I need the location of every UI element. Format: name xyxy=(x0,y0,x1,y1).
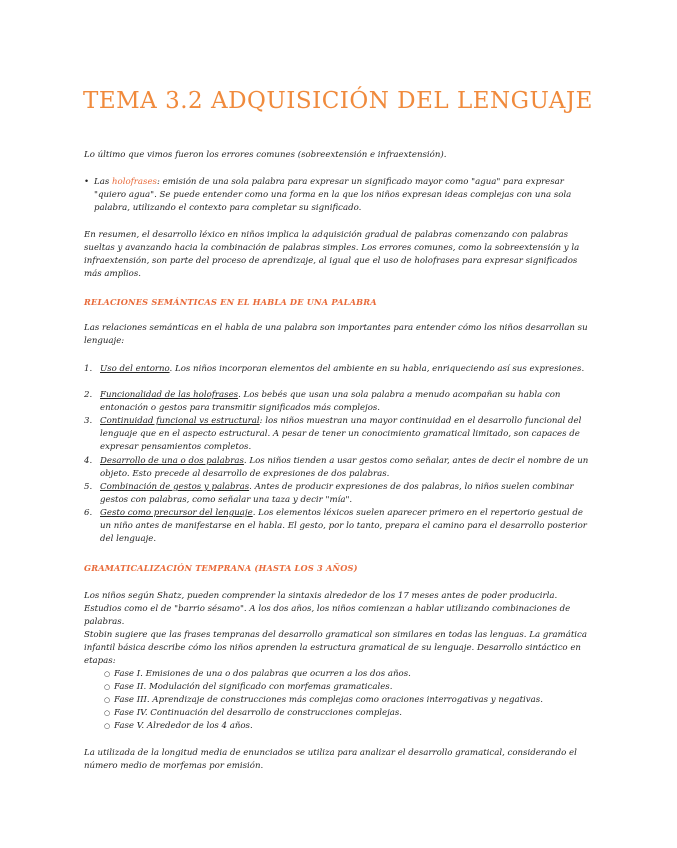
bullet-prefix: Las xyxy=(94,177,112,187)
list-term: Funcionalidad de las holofrases xyxy=(100,390,239,400)
list-text: . Antes de producir expresiones de dos palabras, lo niños suelen combinar gestos con palabras, como señalar una taza y decir "mía". xyxy=(100,482,574,505)
circle-bullet-icon: ○ xyxy=(104,722,111,730)
circle-bullet-icon: ○ xyxy=(104,709,111,717)
list-term: Continuidad funcional vs estructural xyxy=(100,416,260,426)
list-text: . Los niños incorporan elementos del ambiente en su habla, enriqueciendo así sus expresiones. xyxy=(169,364,585,374)
bullet-term: holofrases xyxy=(111,177,157,187)
list-term: Gesto como precursor del lenguaje xyxy=(100,508,253,518)
list-text: . Los elementos léxicos suelen aparecer primero en el repertorio gestual de un niño antes de manifestarse en el habla. El gesto, por lo tanto, prepara el camino para el desarrollo posterior del lenguaje. xyxy=(100,508,587,544)
list-term: Combinación de gestos y palabras xyxy=(100,482,250,492)
list-term: Uso del entorno xyxy=(100,364,170,374)
section2-paragraph-1: Los niños según Shatz, pueden comprender la sintaxis alrededor de los 17 meses antes de poder producirla. Estudios como el de "barrio sésamo". A los dos años, los niños comienzan a hablar utilizando combinaciones de palabras. xyxy=(84,591,571,627)
list-text: . Los niños tienden a usar gestos como señalar, antes de decir el nombre de un objeto. Esto precede al desarrollo de expresiones de dos palabras. xyxy=(100,456,589,479)
holofrases-bullet xyxy=(84,176,596,216)
circle-bullet-icon: ○ xyxy=(104,683,111,691)
intro-paragraph: Lo último que vimos fueron los errores comunes (sobreextensión e infraextensión). xyxy=(84,150,447,160)
bullet-text xyxy=(94,176,594,215)
list-number: 5. xyxy=(84,482,93,492)
phase-text: Fase I. Emisiones de una o dos palabras que ocurren a los dos años. xyxy=(114,669,411,679)
section-heading-semanticas: RELACIONES SEMÁNTICAS EN EL HABLA DE UNA PALABRA xyxy=(84,297,377,307)
list-number: 3. xyxy=(84,416,93,426)
phase-text: Fase II. Modulación del significado con morfemas gramaticales. xyxy=(114,682,393,692)
section-heading-gramaticalizacion: GRAMATICALIZACIÓN TEMPRANA (HASTA LOS 3 AÑOS) xyxy=(84,563,358,573)
circle-bullet-icon: ○ xyxy=(104,670,111,678)
section2-paragraph-2: Stobin sugiere que las frases tempranas del desarrollo gramatical son similares en todas las lenguas. La gramática infantil básica describe cómo los niños aprenden la estructura gramatical de su lenguaje. Desarrollo sintáctico en etapas: xyxy=(84,630,587,666)
bullet-icon: • xyxy=(84,177,90,187)
closing-paragraph: La utilizada de la longitud media de enunciados se utiliza para analizar el desarrollo gramatical, considerando el número medio de morfemas por emisión. xyxy=(84,748,577,771)
list-number: 2. xyxy=(84,390,93,400)
phase-text: Fase III. Aprendizaje de construcciones más complejas como oraciones interrogativas y negativas. xyxy=(114,695,543,705)
phase-text: Fase V. Alrededor de los 4 años. xyxy=(114,721,253,731)
page-title: TEMA 3.2 ADQUISICIÓN DEL LENGUAJE xyxy=(83,88,593,114)
list-text: . Los bebés que usan una sola palabra a menudo acompañan su habla con entonación o gestos para transmitir significados más complejos. xyxy=(100,390,561,413)
list-number: 1. xyxy=(84,364,93,374)
circle-bullet-icon: ○ xyxy=(104,696,111,704)
phase-text: Fase IV. Continuación del desarrollo de construcciones complejas. xyxy=(114,708,403,718)
bullet-rest: : emisión de una sola palabra para expresar un significado mayor como "agua" para expresar "quiero agua". Se puede entender como una forma en la que los niños expresan ideas complejas con una sola palabra, utilizando el contexto para completar su significado. xyxy=(94,177,572,213)
list-term: Desarrollo de una o dos palabras xyxy=(100,456,244,466)
list-number: 6. xyxy=(84,508,93,518)
summary-paragraph: En resumen, el desarrollo léxico en niños implica la adquisición gradual de palabras comenzando con palabras sueltas y avanzando hacia la combinación de palabras simples. Los errores comunes, como la sobreextensión y la infraextensión, son parte del proceso de aprendizaje, al igual que el uso de holofrases para expresar significados más amplios. xyxy=(84,230,580,279)
list-number: 4. xyxy=(84,456,93,466)
section1-intro: Las relaciones semánticas en el habla de una palabra son importantes para entender cómo los niños desarrollan su lenguaje: xyxy=(84,323,588,346)
list-text: : los niños muestran una mayor continuidad en el desarrollo funcional del lenguaje que en el aspecto estructural. A pesar de tener un conocimiento gramatical limitado, son capaces de expresar pensamientos completos. xyxy=(100,416,582,452)
